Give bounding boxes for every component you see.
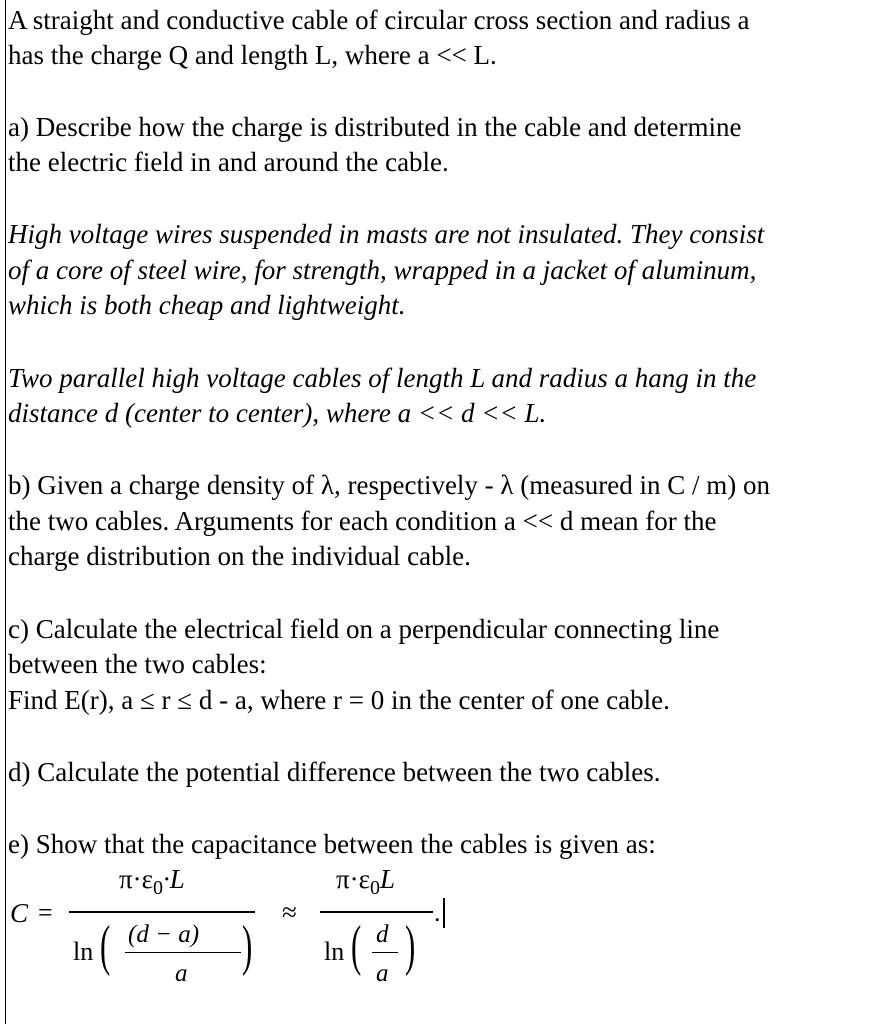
numerator-2-length: L xyxy=(379,864,395,894)
numerator-2-pi-epsilon: π·ε xyxy=(336,864,370,894)
part-b-line-2: the two cables. Arguments for each condition a << d mean for the xyxy=(8,506,717,536)
part-b-line-1: b) Given a charge density of λ, respectively - λ (measured in C / m) on xyxy=(8,470,770,500)
fraction-bar-2 xyxy=(320,911,433,913)
ln-2: ln xyxy=(324,937,345,966)
numerator-1-pi-epsilon: π·ε xyxy=(119,864,153,894)
inner-fraction-bar-1 xyxy=(125,952,241,953)
formula-trailing-dot: . xyxy=(434,898,441,927)
numerator-2 xyxy=(336,864,395,900)
numerator-1-length: ·L xyxy=(162,864,185,894)
text-cursor xyxy=(443,898,445,928)
part-a-line-2: the electric field in and around the cable. xyxy=(8,147,449,177)
approx-sign: ≈ xyxy=(282,897,297,927)
part-c-line-3: Find E(r), a ≤ r ≤ d - a, where r = 0 in the center of one cable. xyxy=(8,685,670,715)
part-c-line-2: between the two cables: xyxy=(8,649,267,679)
numerator-1 xyxy=(119,864,185,900)
context1-line-2: of a core of steel wire, for strength, wrapped in a jacket of aluminum, xyxy=(8,255,757,285)
numerator-2-subscript: 0 xyxy=(369,877,380,899)
left-paren-2: ( xyxy=(351,915,362,977)
inner-numerator-1: (d − a) xyxy=(128,921,200,948)
context2-line-1: Two parallel high voltage cables of length L and radius a hang in the xyxy=(8,363,757,393)
context1-line-3: which is both cheap and lightweight. xyxy=(8,290,406,320)
document xyxy=(5,0,872,1024)
formula-lhs: C xyxy=(10,898,29,928)
numerator-1-subscript: 0 xyxy=(152,877,163,899)
fraction-bar-1 xyxy=(69,911,255,913)
inner-numerator-2: d xyxy=(376,921,389,948)
part-b-line-3: charge distribution on the individual cable. xyxy=(8,541,471,571)
part-a-line-1: a) Describe how the charge is distributed in the cable and determine xyxy=(8,112,742,142)
part-d-line-1: d) Calculate the potential difference between the two cables. xyxy=(8,757,661,787)
part-e-line-1: e) Show that the capacitance between the cables is given as: xyxy=(8,829,656,859)
ln-1: ln xyxy=(73,937,94,966)
intro-line-2: has the charge Q and length L, where a << L. xyxy=(8,40,497,70)
context1-line-1: High voltage wires suspended in masts are not insulated. They consist xyxy=(8,219,765,249)
right-paren-1: ) xyxy=(242,915,253,977)
part-c-line-1: c) Calculate the electrical field on a perpendicular connecting line xyxy=(8,614,720,644)
inner-fraction-bar-2 xyxy=(372,952,398,953)
left-paren-1: ( xyxy=(100,915,111,977)
intro-line-1: A straight and conductive cable of circular cross section and radius a xyxy=(8,5,750,35)
right-paren-2: ) xyxy=(405,915,416,977)
inner-denominator-1: a xyxy=(175,960,188,987)
context2-line-2: distance d (center to center), where a << d << L. xyxy=(8,398,547,428)
inner-denominator-2: a xyxy=(376,960,389,987)
formula-equals: = xyxy=(38,898,53,927)
